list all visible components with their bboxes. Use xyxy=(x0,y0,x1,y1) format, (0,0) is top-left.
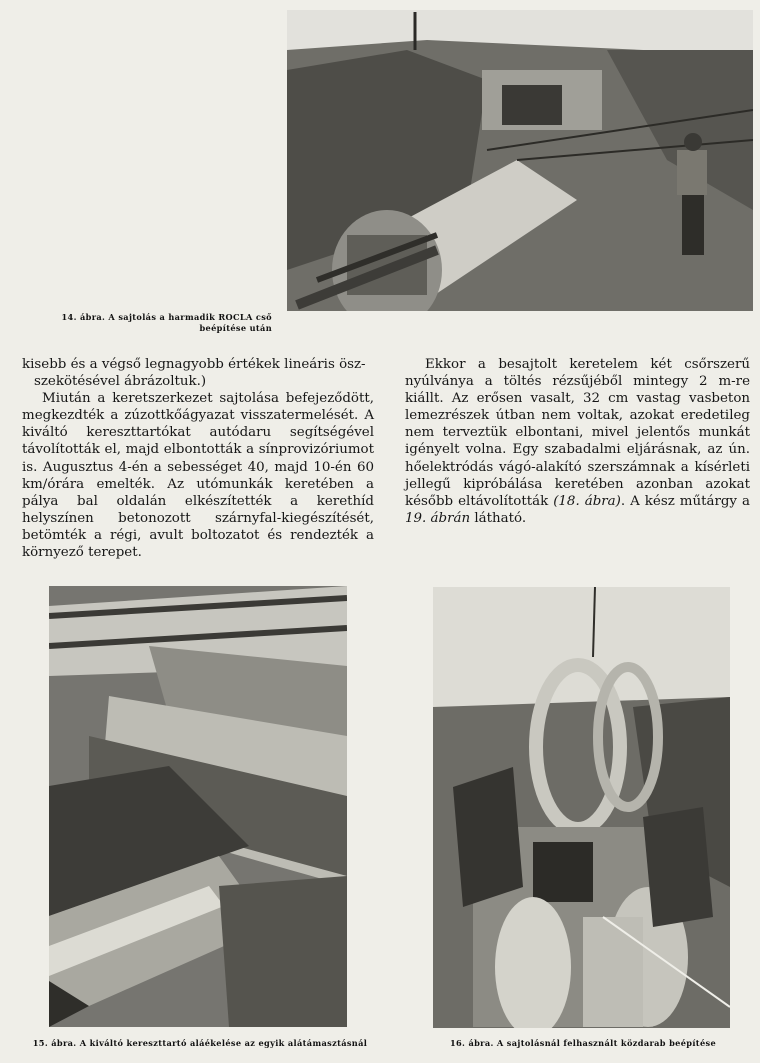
right-paragraph-middle: . A kész műtárgy a xyxy=(620,493,750,509)
right-paragraph-end: látható. xyxy=(474,510,527,526)
figure-14-caption xyxy=(38,312,272,334)
figure-16-photo xyxy=(433,587,730,1028)
right-paragraph-text: Ekkor a besajtolt keretelem két csőrszerű nyúlványa a töltés rézsűjéből mintegy 2 m-re kiállt. Az erősen vasalt, 32 cm vastag vasbeton lemezrészek útban nem voltak, azokat eredetileg nem terveztük elbontani, mivel jelentős munkát igényelt volna. Egy szabadalmi eljárásnak, az ún. hőelektródás vágó-alakító szerszámnak a kísérleti jellegű kipróbálása keretében azonban azokat később eltávolították xyxy=(405,357,750,509)
figure-18-reference[interactable]: (18. ábra) xyxy=(553,493,621,509)
figure-19-reference[interactable]: 19. ábrán xyxy=(405,510,471,526)
figure-14-caption-line1: 14. ábra. A sajtolás a harmadik ROCLA cső xyxy=(61,312,272,322)
continued-text-line2: szekötésével ábrázoltuk.) xyxy=(34,374,207,390)
figure-14-photo xyxy=(287,10,753,311)
continued-text-line1: kisebb és a végső legnagyobb értékek lineáris ösz- xyxy=(22,357,366,372)
figure-15-photo xyxy=(49,586,347,1027)
left-paragraph: Miután a keretszerkezet sajtolása befejeződött, megkezdték a zúzottkőágyazat visszatermelését. A kiváltó kereszttartókat autódaru segítségével távolították el, majd elbontották a sínprovizóriumot is. Augusztus 4-én a sebességet 40, majd 10-én 60 km/órára emelték. Az utómunkák keretében a pálya bal oldalán elkészítették a kerethíd helyszínen betonozott szárnyfal-kiegészítését, betömték a régi, avult boltozatot és rendezték a környező terepet. xyxy=(22,391,374,561)
right-text-column xyxy=(405,356,750,527)
left-text-column xyxy=(22,356,374,561)
figure-16-image xyxy=(433,587,730,1028)
figure-15-caption: 15. ábra. A kiváltó kereszttartó aláékelése az egyik alátámasztásnál xyxy=(32,1038,368,1048)
right-paragraph xyxy=(405,356,750,527)
figure-14-caption-line2: beépítése után xyxy=(199,323,272,333)
figure-15-image xyxy=(49,586,347,1027)
figure-16-caption: 16. ábra. A sajtolásnál felhasznált közdarab beépítése xyxy=(449,1038,717,1048)
figure-14-image xyxy=(287,10,753,311)
